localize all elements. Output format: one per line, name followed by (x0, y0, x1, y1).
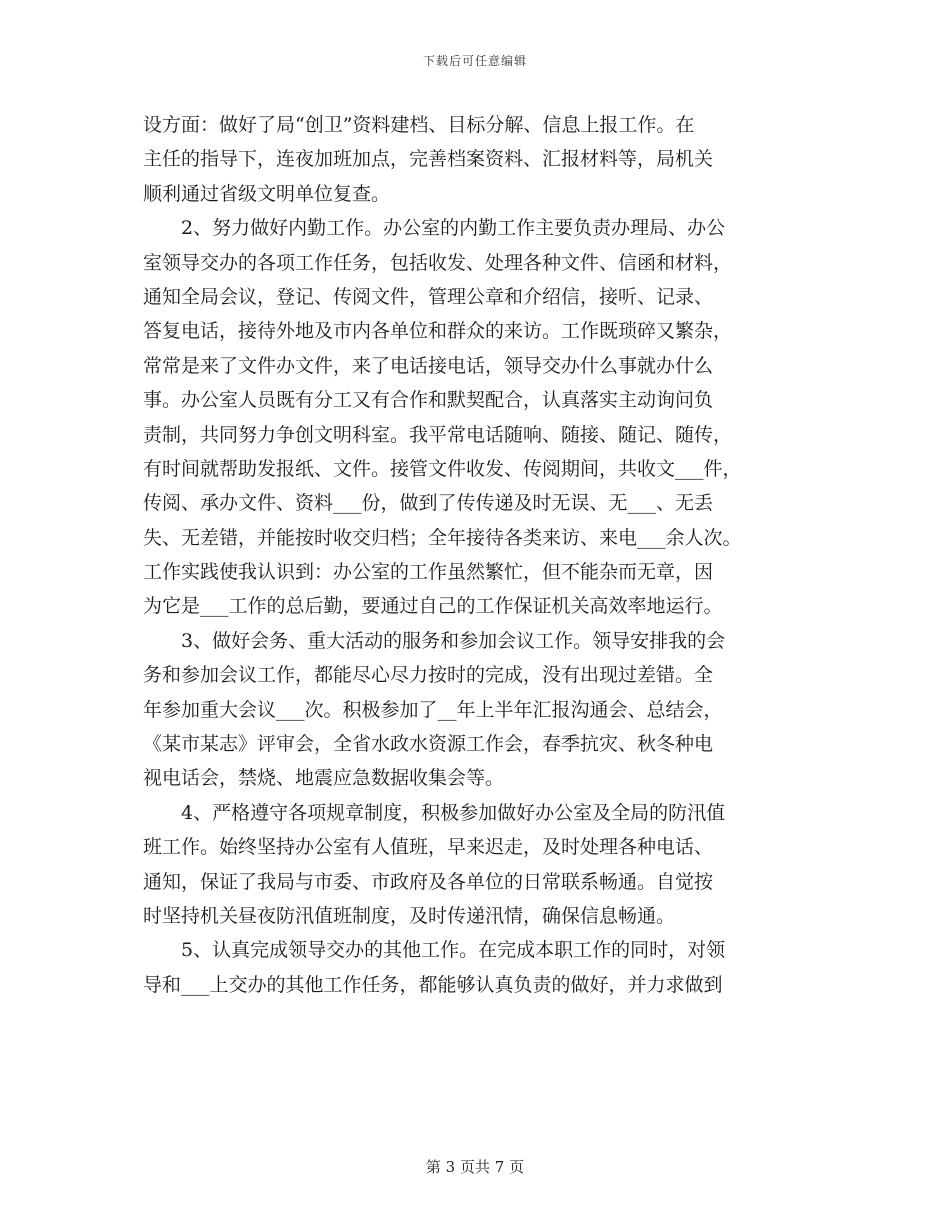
page-number: 第 3 页共 7 页 (425, 1158, 525, 1176)
text-line: 通知，保证了我局与市委、市政府及各单位的日常联系畅通。自觉按 (143, 870, 714, 893)
text-line: 室领导交办的各项工作任务，包括收发、处理各种文件、信函和材料， (143, 251, 733, 274)
text-line: 工作实践使我认识到：办公室的工作虽然繁忙，但不能杂而无章，因 (143, 561, 714, 584)
text-line: 答复电话，接待外地及市内各单位和群众的来访。工作既琐碎又繁杂， (143, 320, 733, 343)
text-line: 传阅、承办文件、资料___份，做到了传传递及时无误、无___、无丢 (143, 492, 714, 515)
text-line: 务和参加会议工作，都能尽心尽力按时的完成，没有出现过差错。全 (143, 664, 714, 687)
text-line: 年参加重大会议___次。积极参加了__年上半年汇报沟通会、总结会， (143, 698, 723, 721)
text-line: 班工作。始终坚持办公室有人值班，早来迟走，及时处理各种电话、 (143, 836, 714, 859)
text-line: 时坚持机关昼夜防汛值班制度，及时传递汛情，确保信息畅通。 (143, 904, 676, 927)
text-line: 视电话会，禁烧、地震应急数据收集会等。 (143, 767, 505, 790)
text-line: 失、无差错，并能按时收交归档；全年接待各类来访、来电___余人次。 (143, 526, 742, 549)
text-line: 常常是来了文件办文件，来了电话接电话，领导交办什么事就办什么 (143, 354, 714, 377)
text-line: 顺利通过省级文明单位复查。 (143, 182, 391, 205)
document-body (143, 108, 813, 1002)
paragraph-start-line: 3、做好会务、重大活动的服务和参加会议工作。领导安排我的会 (181, 629, 726, 652)
paragraph-start-line: 2、努力做好内勤工作。办公室的内勤工作主要负责办理局、办公 (181, 217, 726, 240)
text-line: 通知全局会议，登记、传阅文件，管理公章和介绍信，接听、记录、 (143, 285, 714, 308)
text-line: 《某市某志》评审会，全省水政水资源工作会，春季抗灾、秋冬种电 (143, 733, 714, 756)
paragraph-start-line: 4、严格遵守各项规章制度，积极参加做好办公室及全局的防汛值 (181, 801, 726, 824)
text-line: 设方面：做好了局“创卫”资料建档、目标分解、信息上报工作。在 (143, 114, 695, 136)
page-header: 下载后可任意编辑 (422, 54, 527, 68)
text-line: 主任的指导下，连夜加班加点，完善档案资料、汇报材料等，局机关 (143, 148, 714, 171)
text-line: 责制，共同努力争创文明科室。我平常电话随响、随接、随记、随传， (143, 423, 733, 446)
text-line: 有时间就帮助发报纸、文件。接管文件收发、传阅期间，共收文___件， (143, 457, 742, 480)
text-line: 导和___上交办的其他工作任务，都能够认真负责的做好，并力求做到 (143, 973, 723, 996)
paragraph-start-line: 5、认真完成领导交办的其他工作。在完成本职工作的同时，对领 (181, 939, 726, 962)
text-line: 为它是___工作的总后勤，要通过自己的工作保证机关高效率地运行。 (143, 595, 723, 618)
text-line: 事。办公室人员既有分工又有合作和默契配合，认真落实主动询问负 (143, 389, 714, 412)
